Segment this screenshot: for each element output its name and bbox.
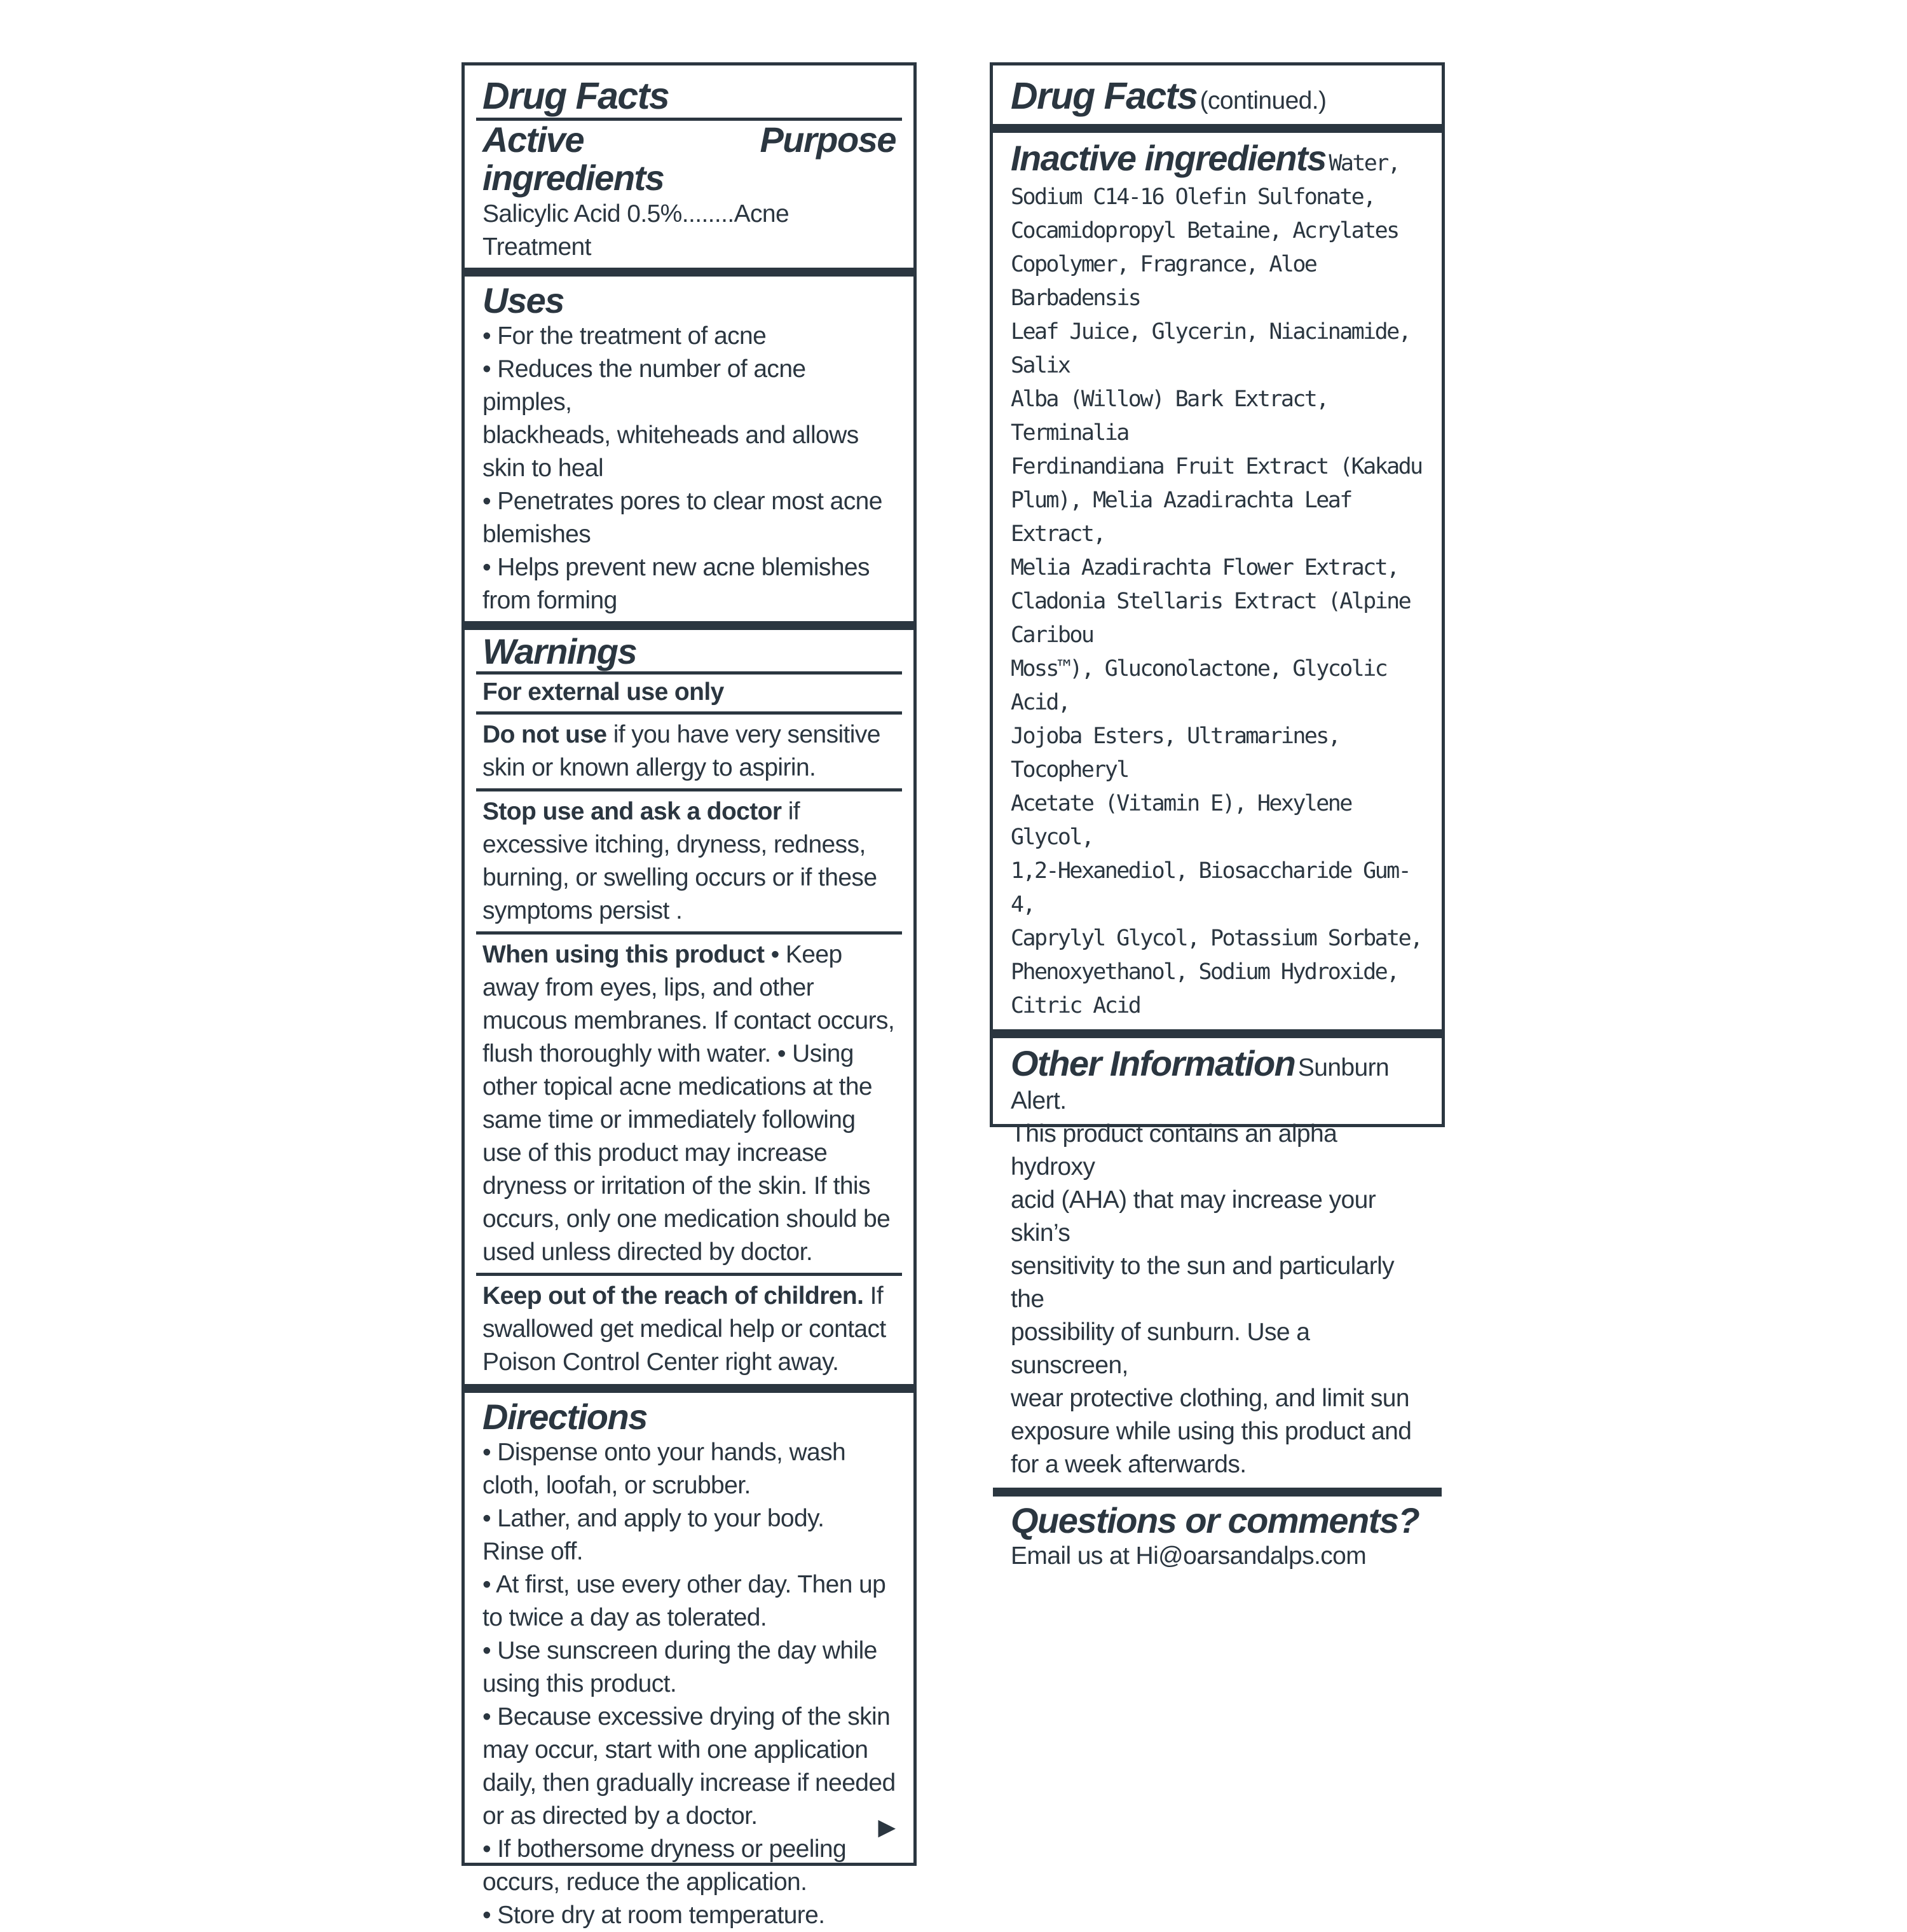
- inactive-ingredients-list: [1011, 181, 1424, 1023]
- when-using-line: same time or immediately following: [482, 1106, 856, 1134]
- do-not-use-label: Do not use: [482, 720, 607, 748]
- directions-heading: Directions: [482, 1396, 647, 1437]
- directions-line: • Lather, and apply to your body.: [482, 1505, 824, 1533]
- directions-line: • At first, use every other day. Then up: [482, 1571, 886, 1599]
- other-line: sensitivity to the sun and particularly the: [1011, 1252, 1395, 1313]
- inactive-line: Citric Acid: [1011, 992, 1140, 1018]
- stop-use-section: [465, 791, 913, 931]
- keep-out-label: Keep out of the reach of children.: [482, 1282, 864, 1310]
- inactive-line: Melia Azadirachta Flower Extract,: [1011, 554, 1398, 580]
- external-use-only: For external use only: [482, 678, 724, 706]
- when-using-line: mucous membranes. If contact occurs,: [482, 1006, 895, 1034]
- when-using-label: When using this product: [482, 940, 765, 968]
- inactive-line: Acetate (Vitamin E), Hexylene Glycol,: [1011, 790, 1351, 850]
- other-line: exposure while using this product and: [1011, 1417, 1412, 1445]
- purpose-heading: Purpose: [760, 119, 896, 160]
- directions-line: • Use sunscreen during the day while: [482, 1637, 877, 1665]
- inactive-line: Cladonia Stellaris Extract (Alpine Caribou: [1011, 588, 1411, 648]
- questions-heading: Questions or comments?: [1011, 1500, 1419, 1540]
- directions-line: or as directed by a doctor.: [482, 1802, 758, 1830]
- do-not-use-text: if you have very sensitive: [606, 720, 880, 748]
- directions-line: • Dispense onto your hands, wash: [482, 1439, 846, 1467]
- directions-line: cloth, loofah, or scrubber.: [482, 1472, 751, 1500]
- when-using-line: use of this product may increase: [482, 1139, 828, 1167]
- other-line: possibility of sunburn. Use a sunscreen,: [1011, 1318, 1310, 1379]
- drug-facts-title: Drug Facts: [482, 75, 669, 117]
- uses-line: blackheads, whiteheads and allows: [482, 421, 859, 449]
- other-line: acid (AHA) that may increase your skin’s: [1011, 1186, 1376, 1247]
- do-not-use-line: skin or known allergy to aspirin.: [482, 753, 816, 781]
- inactive-line: Phenoxyethanol, Sodium Hydroxide,: [1011, 959, 1398, 985]
- inactive-line: Jojoba Esters, Ultramarines, Tocopheryl: [1011, 723, 1340, 783]
- uses-line: skin to heal: [482, 455, 604, 483]
- when-using-text: • Keep: [764, 940, 842, 968]
- uses-line: • Reduces the number of acne pimples,: [482, 355, 806, 416]
- directions-line: daily, then gradually increase if needed: [482, 1769, 896, 1797]
- inactive-line: Caprylyl Glycol, Potassium Sorbate,: [1011, 925, 1422, 951]
- directions-line: occurs, reduce the application.: [482, 1868, 807, 1896]
- active-ingredients-heading: Active ingredients: [482, 119, 664, 198]
- continued-label: (continued.): [1200, 87, 1327, 114]
- uses-line: • Penetrates pores to clear most acne: [482, 488, 882, 516]
- other-line: This product contains an alpha hydroxy: [1011, 1120, 1337, 1181]
- uses-line: • For the treatment of acne: [482, 322, 767, 350]
- directions-line: • Store dry at room temperature.: [482, 1901, 825, 1929]
- uses-line: blemishes: [482, 521, 591, 549]
- keep-out-text: If: [863, 1282, 884, 1310]
- inactive-ingredients-heading: Inactive ingredients: [1011, 137, 1326, 178]
- other-information-heading: Other Information: [1011, 1043, 1295, 1083]
- stop-use-line: symptoms persist .: [482, 896, 683, 924]
- directions-line: • Because excessive drying of the skin: [482, 1703, 891, 1731]
- directions-line: may occur, start with one application: [482, 1736, 868, 1764]
- other-information-text: [1011, 1118, 1424, 1481]
- keep-out-line: Poison Control Center right away.: [482, 1348, 839, 1376]
- warnings-heading: Warnings: [482, 631, 637, 672]
- directions-line: to twice a day as tolerated.: [482, 1604, 767, 1632]
- when-using-section: [465, 935, 913, 1273]
- active-ingredient-line: Salicylic Acid 0.5%........Acne Treatment: [482, 200, 789, 261]
- when-using-line: away from eyes, lips, and other: [482, 973, 814, 1001]
- inactive-line: Alba (Willow) Bark Extract, Terminalia: [1011, 386, 1328, 446]
- when-using-line: used unless directed by doctor.: [482, 1238, 813, 1266]
- stop-use-text: if: [781, 797, 800, 825]
- inactive-ingredients-first: Water,: [1329, 150, 1400, 176]
- inactive-line: Ferdinandiana Fruit Extract (Kakadu: [1011, 453, 1422, 479]
- directions-line: • If bothersome dryness or peeling: [482, 1835, 847, 1863]
- do-not-use-section: [465, 715, 913, 788]
- continue-arrow-icon: ▶: [878, 1814, 896, 1840]
- uses-heading: Uses: [482, 280, 564, 320]
- drug-facts-panel-right: [990, 62, 1445, 1570]
- inactive-line: 1,2-Hexanediol, Biosaccharide Gum-4,: [1011, 858, 1411, 917]
- uses-line: • Helps prevent new acne blemishes: [482, 554, 870, 582]
- inactive-line: Moss™), Gluconolactone, Glycolic Acid,: [1011, 655, 1387, 715]
- inactive-line: Plum), Melia Azadirachta Leaf Extract,: [1011, 487, 1351, 547]
- directions-line: Rinse off.: [482, 1538, 584, 1566]
- other-line: for a week afterwards.: [1011, 1450, 1247, 1478]
- inactive-line: Cocamidopropyl Betaine, Acrylates: [1011, 217, 1398, 243]
- uses-list: [482, 320, 896, 617]
- when-using-line: flush thoroughly with water. • Using: [482, 1039, 854, 1067]
- stop-use-line: excessive itching, dryness, redness,: [482, 830, 866, 858]
- drug-facts-panel-left: [461, 62, 917, 1929]
- inactive-line: Copolymer, Fragrance, Aloe Barbadensis: [1011, 251, 1316, 311]
- directions-line: using this product.: [482, 1670, 677, 1698]
- contact-email: Email us at Hi@oarsandalps.com: [1011, 1542, 1367, 1570]
- inactive-line: Leaf Juice, Glycerin, Niacinamide, Salix: [1011, 319, 1411, 378]
- when-using-line: occurs, only one medication should be: [482, 1205, 891, 1233]
- when-using-line: dryness or irritation of the skin. If this: [482, 1172, 870, 1200]
- directions-list: [482, 1436, 896, 1932]
- when-using-line: other topical acne medications at the: [482, 1072, 873, 1100]
- stop-use-line: burning, or swelling occurs or if these: [482, 863, 877, 891]
- keep-out-section: [465, 1276, 913, 1384]
- uses-line: from forming: [482, 587, 617, 615]
- keep-out-line: swallowed get medical help or contact: [482, 1315, 886, 1343]
- other-information-first: Sunburn Alert.: [1011, 1053, 1390, 1114]
- drug-facts-continued-title: Drug Facts: [1011, 75, 1198, 117]
- stop-use-label: Stop use and ask a doctor: [482, 797, 782, 825]
- inactive-line: Sodium C14-16 Olefin Sulfonate,: [1011, 184, 1375, 210]
- other-line: wear protective clothing, and limit sun: [1011, 1384, 1409, 1412]
- active-ingredients-header: [482, 121, 896, 198]
